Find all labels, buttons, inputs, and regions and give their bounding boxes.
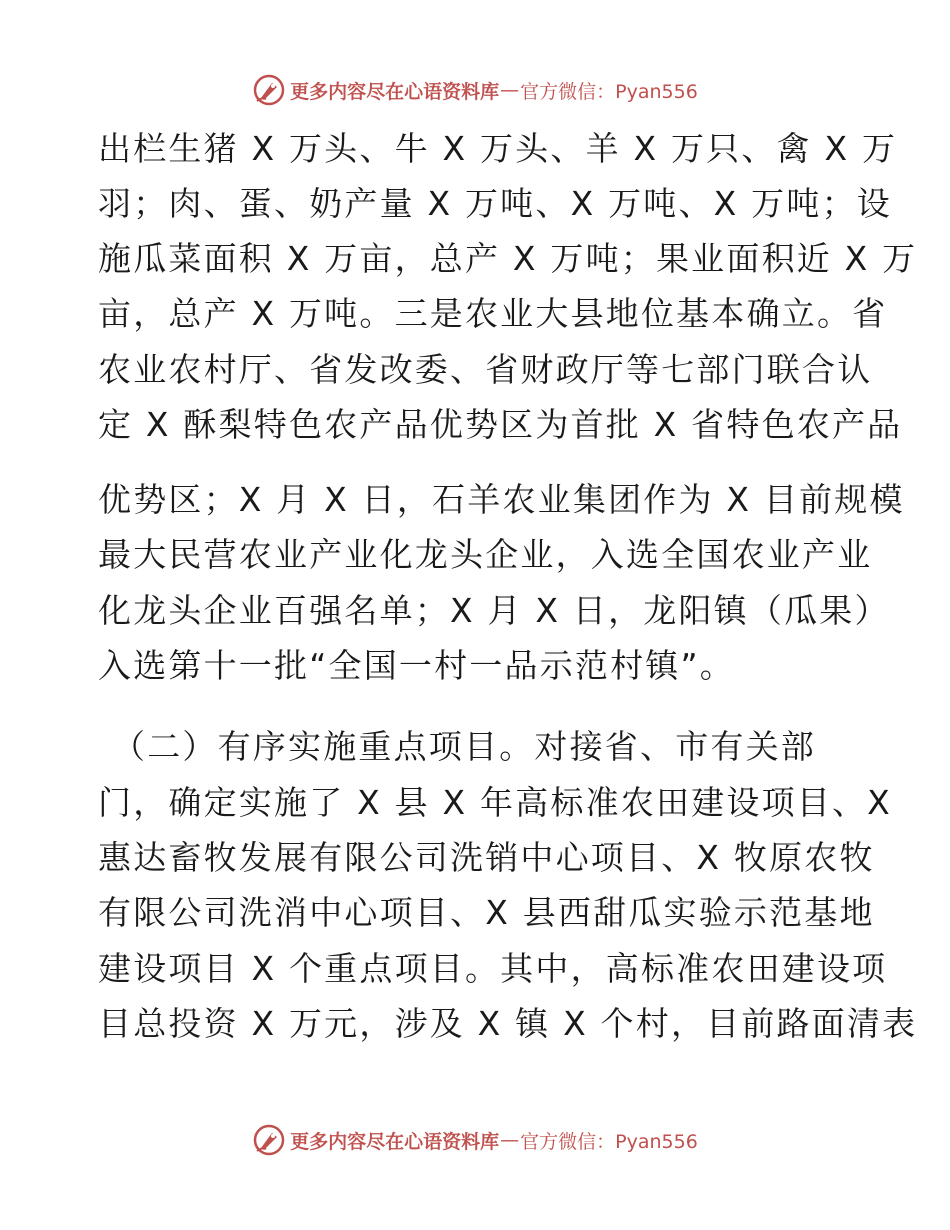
body-line: 惠达畜牧发展有限公司洗销中心项目、X 牧原农牧 — [98, 838, 875, 877]
body-line: 农业农村厅、省发改委、省财政厅等七部门联合认 — [98, 350, 873, 389]
banner-contact-text: 官方微信：Pyan556 — [520, 1130, 698, 1153]
body-line: 建设项目 X 个重点项目。其中，高标准农田建设项 — [98, 949, 888, 988]
banner-dash: — — [500, 79, 520, 101]
banner-contact-text: 官方微信：Pyan556 — [520, 80, 698, 103]
banner-dash: — — [500, 1129, 520, 1151]
body-line: 羽；肉、蛋、奶产量 X 万吨、X 万吨、X 万吨；设 — [98, 184, 892, 223]
body-line: 施瓜菜面积 X 万亩，总产 X 万吨；果业面积近 X 万 — [98, 239, 918, 278]
footer-banner — [0, 1120, 950, 1160]
header-banner — [0, 70, 950, 110]
body-line: 亩，总产 X 万吨。三是农业大县地位基本确立。省 — [98, 294, 888, 333]
section-heading-line: （二）有序实施重点项目。对接省、市有关部 — [112, 727, 816, 766]
pen-nib-circle-icon — [252, 1123, 286, 1157]
banner-main-text: 更多内容尽在心语资料库 — [290, 80, 500, 103]
body-line: 入选第十一批“全国一村一品示范村镇”。 — [98, 646, 735, 685]
body-line: 目总投资 X 万元，涉及 X 镇 X 个村，目前路面清表 — [98, 1004, 918, 1043]
body-line: 有限公司洗消中心项目、X 县西甜瓜实验示范基地 — [98, 893, 875, 932]
pen-nib-circle-icon — [252, 73, 286, 107]
banner-main-text: 更多内容尽在心语资料库 — [290, 1130, 500, 1153]
body-line: 优势区；X 月 X 日，石羊农业集团作为 X 目前规模 — [98, 480, 905, 519]
body-line: 定 X 酥梨特色农产品优势区为首批 X 省特色农产品 — [98, 405, 903, 444]
body-line: 最大民营农业产业化龙头企业，入选全国农业产业 — [98, 535, 873, 574]
body-line: 出栏生猪 X 万头、牛 X 万头、羊 X 万只、禽 X 万 — [98, 129, 898, 168]
body-line: 门，确定实施了 X 县 X 年高标准农田建设项目、X — [98, 783, 892, 822]
body-line: 化龙头企业百强名单；X 月 X 日，龙阳镇（瓜果） — [98, 591, 890, 630]
